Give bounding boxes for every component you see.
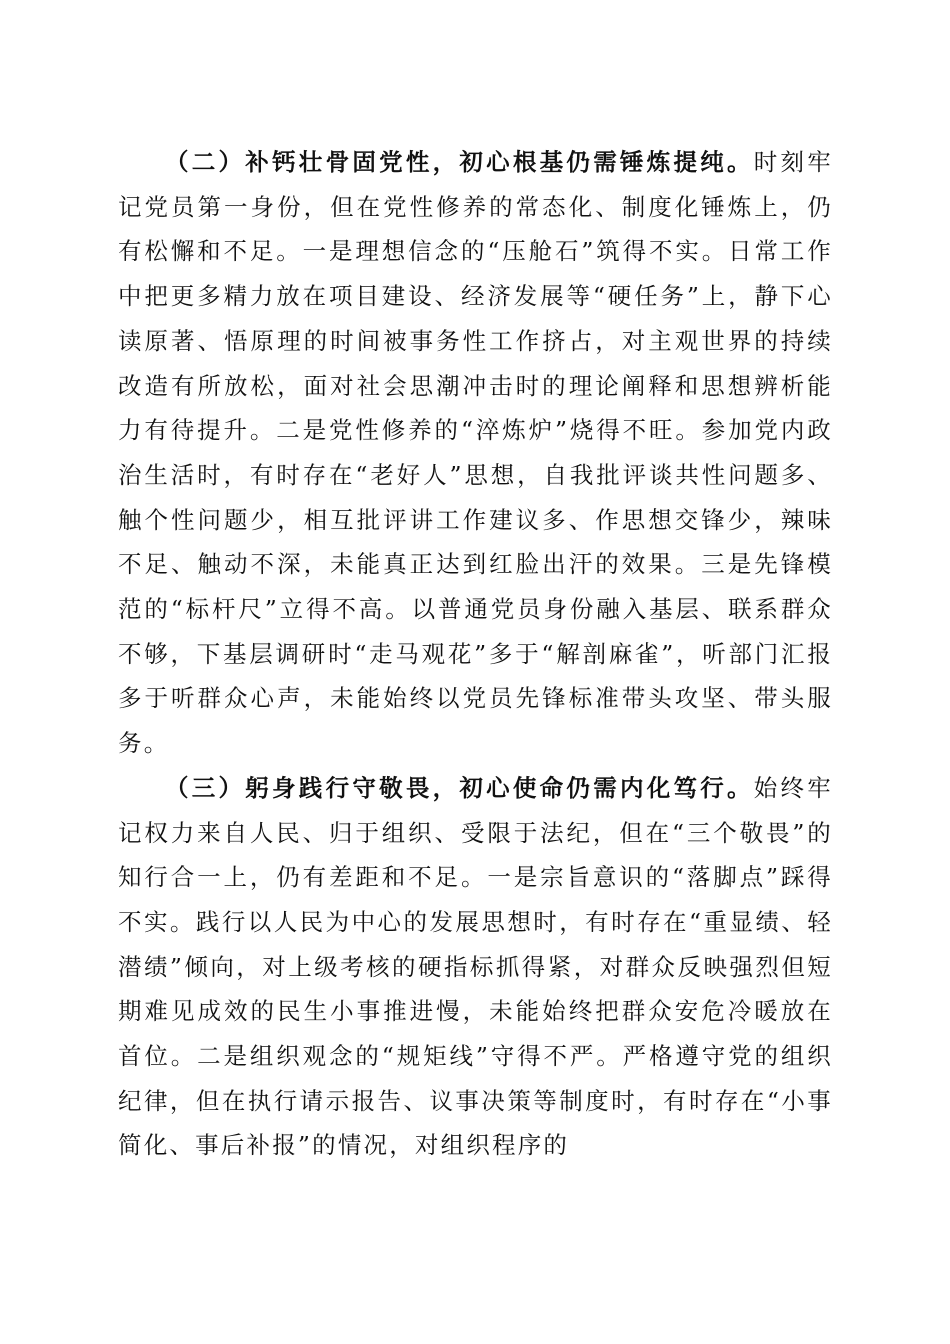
paragraph-section-three (118, 766, 833, 1168)
section-three-body: 始终牢记权力来自人民、归于组织、受限于法纪，但在“三个敬畏”的知行合一上，仍有差距和不足。一是宗旨意识的“落脚点”踩得不实。践行以人民为中心的发展思想时，有时存在“重显绩、轻潜绩”倾向，对上级考核的硬指标抓得紧，对群众反映强烈但短期难见成效的民生小事推进慢，未能始终把群众安危冷暖放在首位。二是组织观念的“规矩线”守得不严。严格遵守党的组织纪律，但在执行请示报告、议事决策等制度时，有时存在“小事简化、事后补报”的情况，对组织程序的 (118, 773, 833, 1160)
paragraph-section-two (118, 140, 833, 766)
section-three-heading: （三）躬身践行守敬畏，初心使命仍需内化笃行。 (165, 773, 754, 802)
document-body (118, 140, 833, 1168)
section-two-heading: （二）补钙壮骨固党性，初心根基仍需锤炼提纯。 (165, 148, 754, 176)
section-two-body: 时刻牢记党员第一身份，但在党性修养的常态化、制度化锤炼上，仍有松懈和不足。一是理想信念的“压舱石”筑得不实。日常工作中把更多精力放在项目建设、经济发展等“硬任务”上，静下心读原著、悟原理的时间被事务性工作挤占，对主观世界的持续改造有所放松，面对社会思潮冲击时的理论阐释和思想辨析能力有待提升。二是党性修养的“淬炼炉”烧得不旺。参加党内政治生活时，有时存在“老好人”思想，自我批评谈共性问题多、触个性问题少，相互批评讲工作建议多、作思想交锋少，辣味不足、触动不深，未能真正达到红脸出汗的效果。三是先锋模范的“标杆尺”立得不高。以普通党员身份融入基层、联系群众不够，下基层调研时“走马观花”多于“解剖麻雀”，听部门汇报多于听群众心声，未能始终以党员先锋标准带头攻坚、带头服务。 (118, 148, 833, 758)
